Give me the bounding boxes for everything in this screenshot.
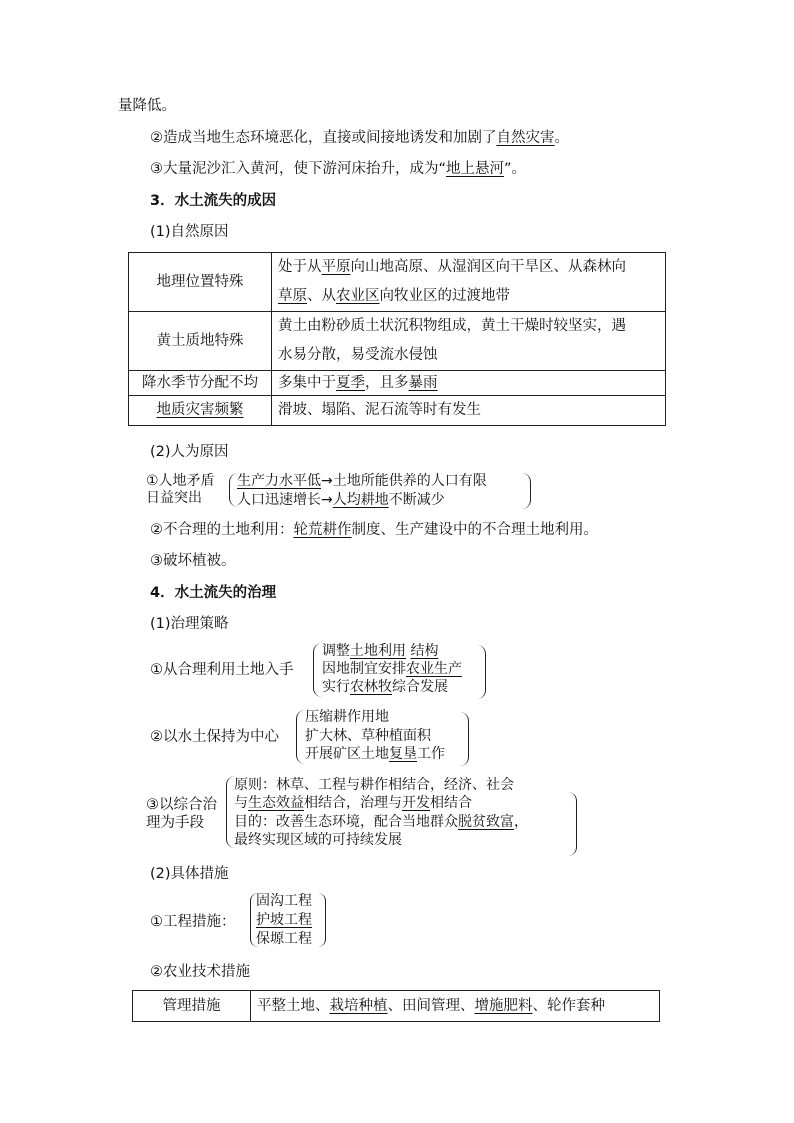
table-key-cell: 地理位置特殊 (129, 253, 272, 312)
paragraph-river: ③大量泥沙汇入黄河，使下游河床抬升，成为“地上悬河”。 (150, 161, 527, 177)
brace-item: 目的：改善生态环境，配合当地群众脱贫致富， (234, 814, 528, 830)
table-row (133, 991, 660, 1022)
table-row (129, 312, 666, 371)
brace-item: 生产力水平低→土地所能供养的人口有限 (237, 473, 487, 489)
brace-item: 调整土地利用 结构 (322, 643, 439, 659)
brace-item: 与生态效益相结合，治理与开发相结合 (234, 795, 472, 811)
subheading-measures: (2)具体措施 (150, 866, 229, 882)
strategy-integrated-label-line2: 理为手段 (146, 815, 204, 831)
table-row (129, 396, 666, 426)
agri-measures-heading: ②农业技术措施 (150, 964, 250, 980)
paragraph-land-use: ②不合理的土地利用：轮荒耕作制度、生产建设中的不合理土地利用。 (150, 522, 598, 538)
subheading-strategy: (1)治理策略 (150, 616, 229, 632)
brace-item: 人口迅速增长→人均耕地不断减少 (237, 492, 445, 508)
brace-item: 固沟工程 (256, 893, 312, 909)
strategy-integrated-label-line1: ③以综合治 (146, 797, 217, 813)
brace-item: 压缩耕作用地 (305, 709, 389, 725)
brace-item: 实行农林牧综合发展 (322, 679, 448, 695)
right-brace (522, 473, 531, 509)
table-value-cell: 多集中于夏季，且多暴雨 (272, 371, 666, 396)
agri-measures-table (132, 990, 660, 1022)
paragraph-disaster: ②造成当地生态环境恶化，直接或间接地诱发和加剧了自然灾害。 (150, 130, 569, 146)
section-heading-causes: 3．水土流失的成因 (150, 193, 277, 209)
subheading-natural-causes: (1)自然原因 (150, 224, 229, 240)
table-key-cell: 管理措施 (133, 991, 251, 1022)
brace-item: 扩大林、草种植面积 (305, 728, 431, 744)
section-heading-governance: 4．水土流失的治理 (150, 585, 277, 601)
brace-item: 因地制宜安排农业生产 (322, 661, 462, 677)
paragraph-continuation: 量降低。 (118, 98, 176, 114)
brace-item: 保塬工程 (256, 931, 312, 947)
brace-item: 护坡工程 (256, 912, 312, 928)
paragraph-vegetation: ③破坏植被。 (150, 553, 236, 569)
right-brace (477, 645, 486, 699)
table-value-cell: 滑坡、塌陷、泥石流等时有发生 (272, 396, 666, 426)
left-brace (313, 643, 322, 697)
left-brace (296, 710, 305, 764)
table-row (129, 371, 666, 396)
table-value-cell: 平整土地、栽培种植、田间管理、增施肥料、轮作套种 (251, 991, 660, 1022)
table-value-cell: 处于从平原向山地高原、从湿润区向干旱区、从森林向 草原、从农业区向牧业区的过渡地带 (272, 253, 666, 312)
brace-item: 原则：林草、工程与耕作相结合，经济、社会 (234, 777, 514, 793)
table-key-cell: 降水季节分配不均 (129, 371, 272, 396)
table-key-cell: 地质灾害频繁 (129, 396, 272, 426)
natural-causes-table (128, 252, 666, 426)
table-key-cell: 黄土质地特殊 (129, 312, 272, 371)
table-value-cell: 黄土由粉砂质土状沉积物组成，黄土干燥时较坚实，遇 水易分散，易受流水侵蚀 (272, 312, 666, 371)
strategy-water-label: ②以水土保持为中心 (150, 729, 279, 745)
right-brace (568, 792, 577, 856)
right-brace (318, 893, 326, 947)
brace-label-line2: 日益突出 (146, 490, 202, 506)
table-row (129, 253, 666, 312)
subheading-human-causes: (2)人为原因 (150, 444, 229, 460)
right-brace (460, 712, 469, 766)
brace-item: 最终实现区域的可持续发展 (234, 832, 402, 848)
brace-label-line1: ①人地矛盾 (146, 473, 215, 489)
strategy-land-label: ①从合理利用土地入手 (150, 662, 294, 678)
brace-item: 开展矿区土地复垦工作 (305, 746, 445, 762)
engineering-measures-label: ①工程措施： (150, 914, 236, 930)
